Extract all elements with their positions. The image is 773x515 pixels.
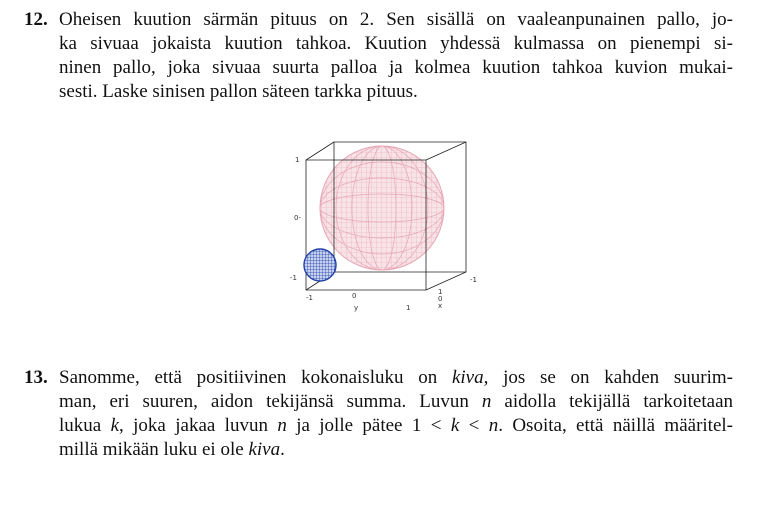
p13-l3-e: . Osoita, että näillä määritel- <box>498 415 733 436</box>
label-z-0: 0- <box>294 214 301 222</box>
label-x-1: 1 <box>438 288 443 296</box>
big-sphere <box>316 142 448 274</box>
problem-12-number: 12. <box>24 9 48 30</box>
figure-svg <box>286 122 486 312</box>
p13-l2-var: n <box>481 391 492 412</box>
label-z-1: 1 <box>295 156 300 164</box>
problem-12-line-4: sesti. Laske sinisen pallon säteen tarkka pituus. <box>59 81 418 102</box>
problem-13-line-1 <box>59 366 733 390</box>
p13-l2-end: aidolla tekijällä tarkoitetaan <box>491 391 734 412</box>
label-y-0: 0 <box>352 292 357 300</box>
problem-13-line-2 <box>59 390 733 414</box>
p13-l3-d: < <box>459 415 489 436</box>
label-x-0: 0 <box>438 295 443 303</box>
p13-l3-n2: n <box>488 415 499 436</box>
p13-l4-text: millä mikään luku ei ole <box>59 439 249 460</box>
problem-12-line-3: ninen pallo, joka sivuaa suurta palloa ja kolmea kuution tahkoa kuvion mukai- <box>59 57 733 78</box>
label-y-1: 1 <box>406 304 411 312</box>
p13-l1-end: jos se on kahden suurim- <box>488 367 733 388</box>
label-x-name: x <box>438 302 443 310</box>
p13-l4-kiva: kiva <box>248 439 281 460</box>
cube-sphere-figure <box>286 122 486 312</box>
small-sphere <box>302 247 338 283</box>
p13-l3-c: ja jolle pätee 1 < <box>286 415 451 436</box>
problem-12-line-1: Oheisen kuution särmän pituus on 2. Sen sisällä on vaaleanpunainen pallo, jo- <box>59 9 733 30</box>
p13-l4-end: . <box>280 439 285 460</box>
label-y-name: y <box>354 304 359 312</box>
label-y-minus1: -1 <box>306 294 313 302</box>
p13-l3-n: n <box>277 415 287 436</box>
p13-l3-b: , joka jakaa luvun <box>119 415 278 436</box>
p13-l2-text: man, eri suuren, aidon tekijänsä summa. Luvun <box>59 391 482 412</box>
label-z-minus1: -1 <box>290 274 297 282</box>
p13-l3-k2: k <box>450 415 460 436</box>
p13-kiva-term: kiva, <box>451 367 489 388</box>
problem-12-line-2: ka sivuaa jokaista kuution tahkoa. Kuution yhdessä kulmassa on pienempi si- <box>59 33 733 54</box>
p13-l1-text: Sanomme, että positiivinen kokonaisluku on <box>59 367 452 388</box>
problem-13-line-4 <box>59 438 733 462</box>
problem-13-line-3 <box>59 414 733 438</box>
problem-13-number: 13. <box>24 367 48 388</box>
p13-l3-a: lukua <box>59 415 111 436</box>
label-right-minus1: -1 <box>470 276 477 284</box>
p13-l3-k: k <box>110 415 120 436</box>
